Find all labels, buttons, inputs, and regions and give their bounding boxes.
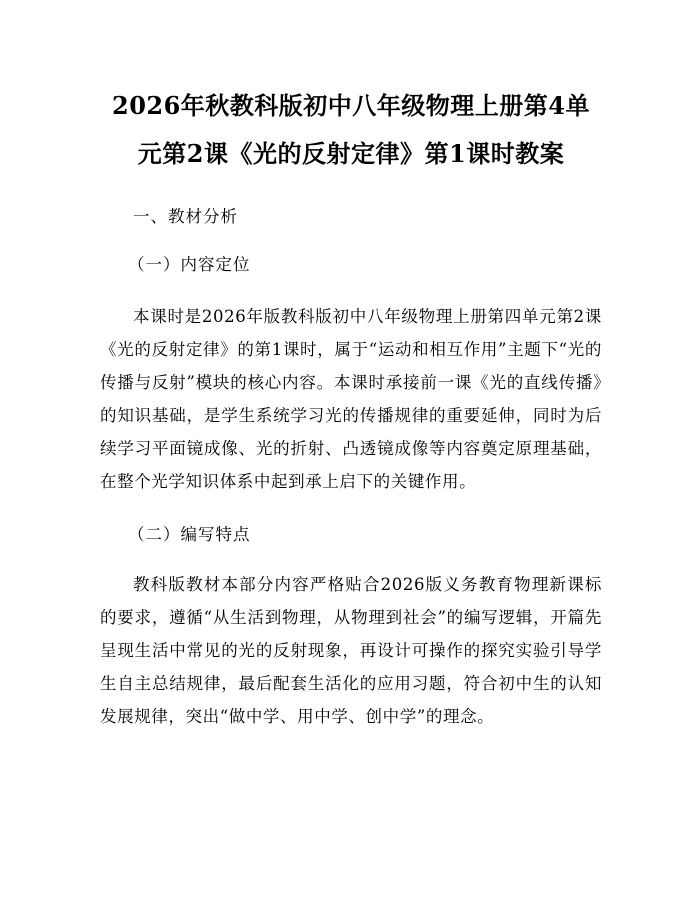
section-heading-textbook-analysis: 一、教材分析 bbox=[133, 207, 238, 226]
subsection-heading-content-positioning: （一）内容定位 bbox=[128, 255, 251, 274]
paragraph-content-positioning: 本课时是2026年版教科版初中八年级物理上册第四单元第2课《光的反射定律》的第1课时，属于“运动和相互作用”主题下“光的传播与反射”模块的核心内容。本课时承接前一课《光的直线传播》的知识基础，是学生系统学习光的传播规律的重要延伸，同时为后续学习平面镜成像、光的折射、凸透镜成像等内容奠定原理基础，在整个光学知识体系中起到承上启下的关键作用。 bbox=[100, 307, 602, 491]
paragraph-writing-features: 教科版教材本部分内容严格贴合2026版义务教育物理新课标的要求，遵循“从生活到物理，从物理到社会”的编写逻辑，开篇先呈现生活中常见的光的反射现象，再设计可操作的探究实验引导学生自主总结规律，最后配套生活化的应用习题，符合初中生的认知发展规律，突出“做中学、用中学、创中学”的理念。 bbox=[100, 575, 602, 726]
subsection-heading-writing-features: （二）编写特点 bbox=[128, 525, 251, 544]
document-title: 2026年秋教科版初中八年级物理上册第4单元第2课《光的反射定律》第1课时教案 bbox=[112, 91, 590, 168]
